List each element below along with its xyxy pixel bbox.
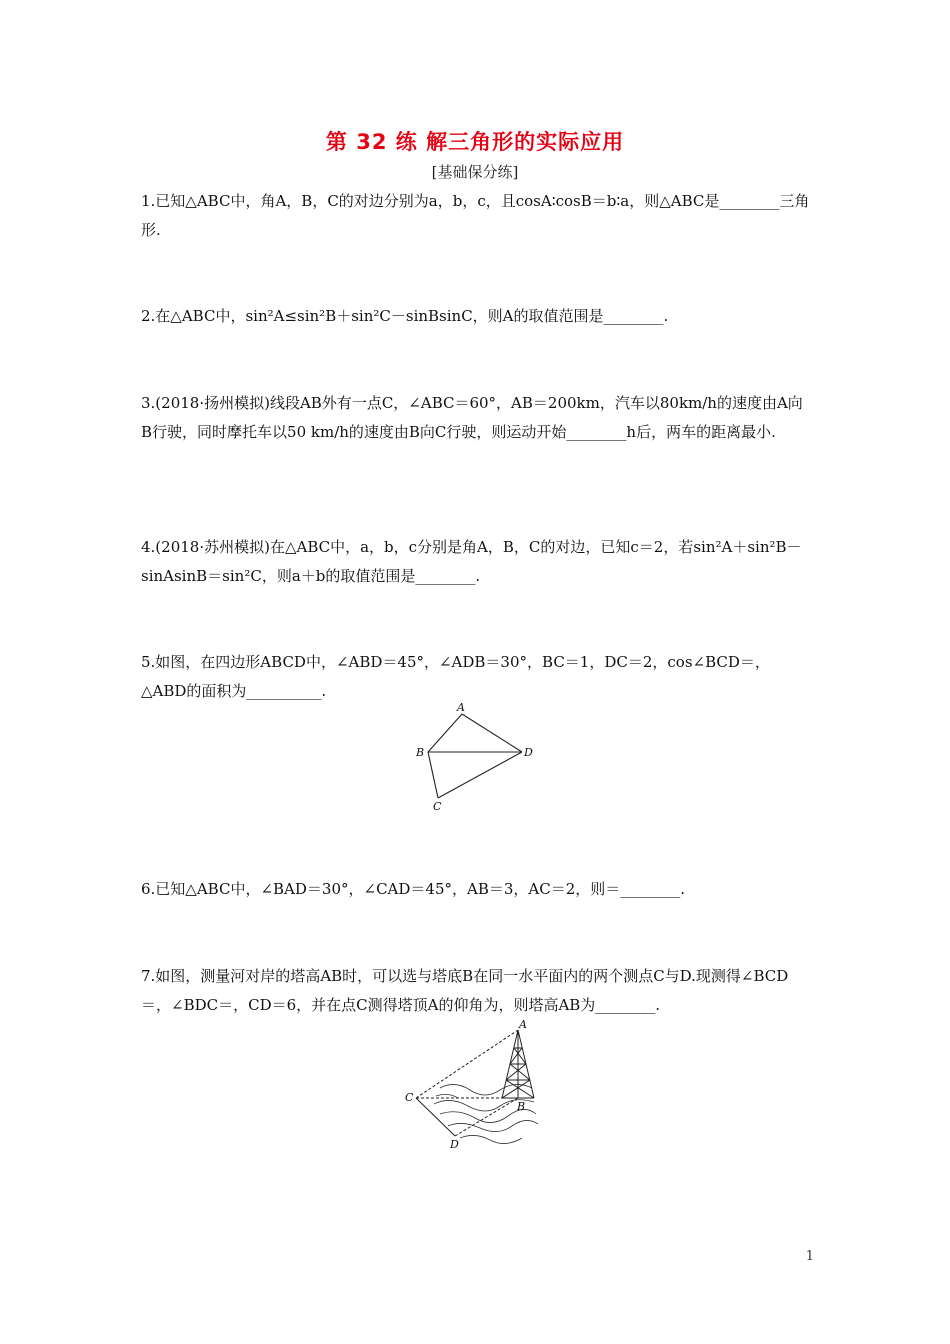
- question-4: 4.(2018·苏州模拟)在△ABC中，a，b，c分别是角A，B，C的对边，已知c＝2，若sin²A＋sin²B－sinAsinB＝sin²C，则a＋b的取值范围是________.: [141, 538, 802, 585]
- river-lines: [434, 1084, 538, 1143]
- vertex-label-b: B: [416, 746, 425, 759]
- question-3: 3.(2018·扬州模拟)线段AB外有一点C，∠ABC＝60°，AB＝200km，汽车以80km/h的速度由A向B行驶，同时摩托车以50 km/h的速度由B向C行驶，则运动开始________h后，两车的距离最小.: [141, 394, 803, 441]
- vertex-label-d: D: [524, 746, 533, 759]
- section-subtitle: [基础保分练]: [431, 163, 519, 181]
- vertex-label-a: A: [457, 701, 465, 714]
- edge-bc: [428, 752, 438, 798]
- question-2: 2.在△ABC中，sin²A≤sin²B＋sin²C－sinBsinC，则A的取值范围是________.: [141, 307, 669, 325]
- tower: [502, 1030, 534, 1098]
- point-label-d: D: [450, 1138, 459, 1151]
- question-7: 7.如图，测量河对岸的塔高AB时，可以选与塔底B在同一水平面内的两个测点C与D.现测得∠BCD＝，∠BDC＝，CD＝6，并在点C测得塔顶A的仰角为，则塔高AB为________.: [141, 967, 789, 1014]
- tower-label-a: A: [519, 1018, 527, 1031]
- question-1: 1.已知△ABC中，角A，B，C的对边分别为a，b，c，且cosA∶cosB＝b∶a，则△ABC是________三角形.: [141, 192, 810, 239]
- edge-cd: [438, 752, 522, 798]
- page-title: 第 32 练 解三角形的实际应用: [325, 130, 625, 154]
- edge-ab: [428, 714, 462, 752]
- point-label-b: B: [517, 1100, 526, 1113]
- page-number: 1: [805, 1249, 814, 1264]
- vertex-label-c: C: [433, 800, 442, 813]
- question-6: 6.已知△ABC中，∠BAD＝30°，∠CAD＝45°，AB＝3，AC＝2，则＝________.: [141, 880, 686, 898]
- question-5: 5.如图，在四边形ABCD中，∠ABD＝45°，∠ADB＝30°，BC＝1，DC＝2，cos∠BCD＝，△ABD的面积为__________.: [141, 653, 770, 700]
- point-label-c: C: [405, 1091, 414, 1104]
- tower-river-figure: [400, 1018, 550, 1152]
- edge-ad: [462, 714, 522, 752]
- quadrilateral-figure: [400, 700, 550, 816]
